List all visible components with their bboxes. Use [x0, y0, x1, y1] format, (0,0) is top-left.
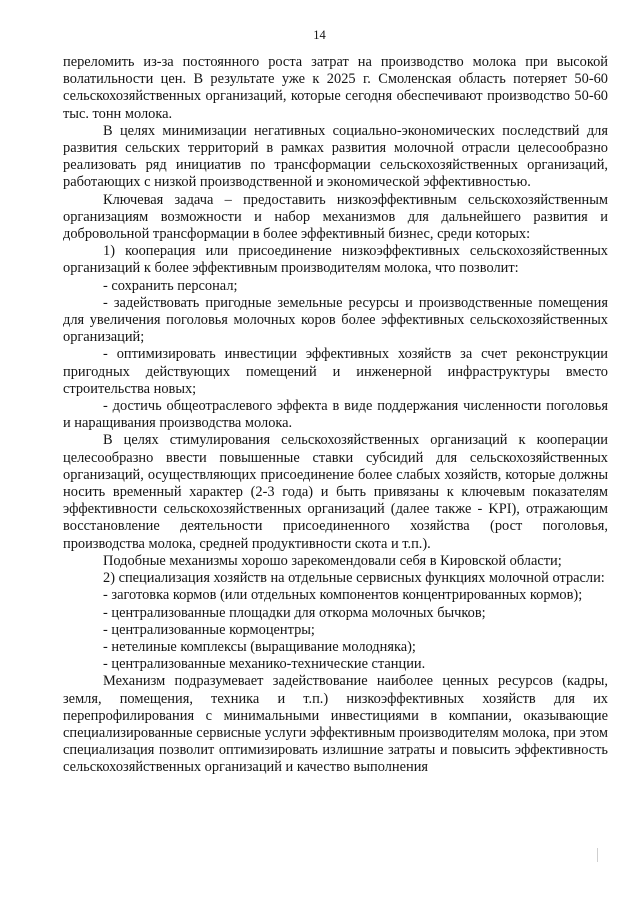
list-item: - оптимизировать инвестиции эффективных хозяйств за счет реконструкции пригодных действующих помещений и инженерной инфраструктуры вместо строительства новых;: [63, 346, 608, 397]
scan-artifact: [597, 848, 598, 862]
list-item: - задействовать пригодные земельные ресурсы и производственные помещения для увеличения поголовья молочных коров более эффективных сельскохозяйственных организаций;: [63, 294, 608, 346]
list-item: - централизованные площадки для откорма молочных бычков;: [103, 604, 486, 621]
paragraph: В целях минимизации негативных социально-экономических последствий для развития сельских территорий в рамках развития молочной отрасли целесообразно реализовать ряд инициатив по трансформации сельскохозяйственных организаций, работающих с низкой производственной и экономической эффективностью.: [63, 122, 608, 191]
list-item: - сохранить персонал;: [103, 277, 238, 294]
list-item: 2) специализация хозяйств на отдельные сервисных функциях молочной отрасли:: [103, 570, 605, 587]
list-item: - нетелиные комплексы (выращивание молодняка);: [103, 638, 416, 655]
paragraph: Подобные механизмы хорошо зарекомендовали себя в Кировской области;: [103, 552, 562, 569]
paragraph: В целях стимулирования сельскохозяйственных организаций к кооперации целесообразно ввести повышенные ставки субсидий для сельскохозяйственных организаций, осуществляющих присоединение более слабых хозяйств, которые должны носить временный характер (2-3 года) и быть привязаны к ключевым показателям эффективности сельскохозяйственных организаций (далее также - KPI), отражающим восстановление деятельности присоединенного хозяйства (рост поголовья, производства молока, средней продуктивности скота и т.п.).: [63, 432, 608, 552]
page-number: 14: [313, 28, 326, 42]
paragraph: Механизм подразумевает задействование наиболее ценных ресурсов (кадры, земля, помещения, техника и т.п.) низкоэффективных хозяйств для их перепрофилирования с минимальными инвестициями в компании, оказывающие специализированные сервисные услуги эффективным производителям молока, при этом специализация позволит оптимизировать излишние затраты и повысить эффективность сельскохозяйственных организаций и качество выполнения: [63, 673, 608, 776]
list-item: - достичь общеотраслевого эффекта в виде поддержания численности поголовья и наращивания производства молока.: [63, 398, 608, 432]
paragraph: переломить из-за постоянного роста затрат на производство молока при высокой волатильности цен. В результате уже к 2025 г. Смоленская область потеряет 50-60 сельскохозяйственных организаций, которые сегодня обеспечивают производство 50-60 тыс. тонн молока.: [63, 54, 608, 122]
list-item: - централизованные механико-технические станции.: [103, 656, 426, 673]
paragraph: Ключевая задача – предоставить низкоэффективным сельскохозяйственным организациям возможности и набор механизмов для дальнейшего развития и добровольной трансформации в более эффективный бизнес, среди которых:: [63, 191, 608, 243]
list-item: - заготовка кормов (или отдельных компонентов концентрированных кормов);: [103, 587, 583, 604]
body-text: [63, 54, 608, 777]
list-item: 1) кооперация или присоединение низкоэффективных сельскохозяйственных организаций к более эффективным производителям молока, что позволит:: [63, 243, 608, 277]
list-item: - централизованные кормоцентры;: [103, 621, 315, 638]
